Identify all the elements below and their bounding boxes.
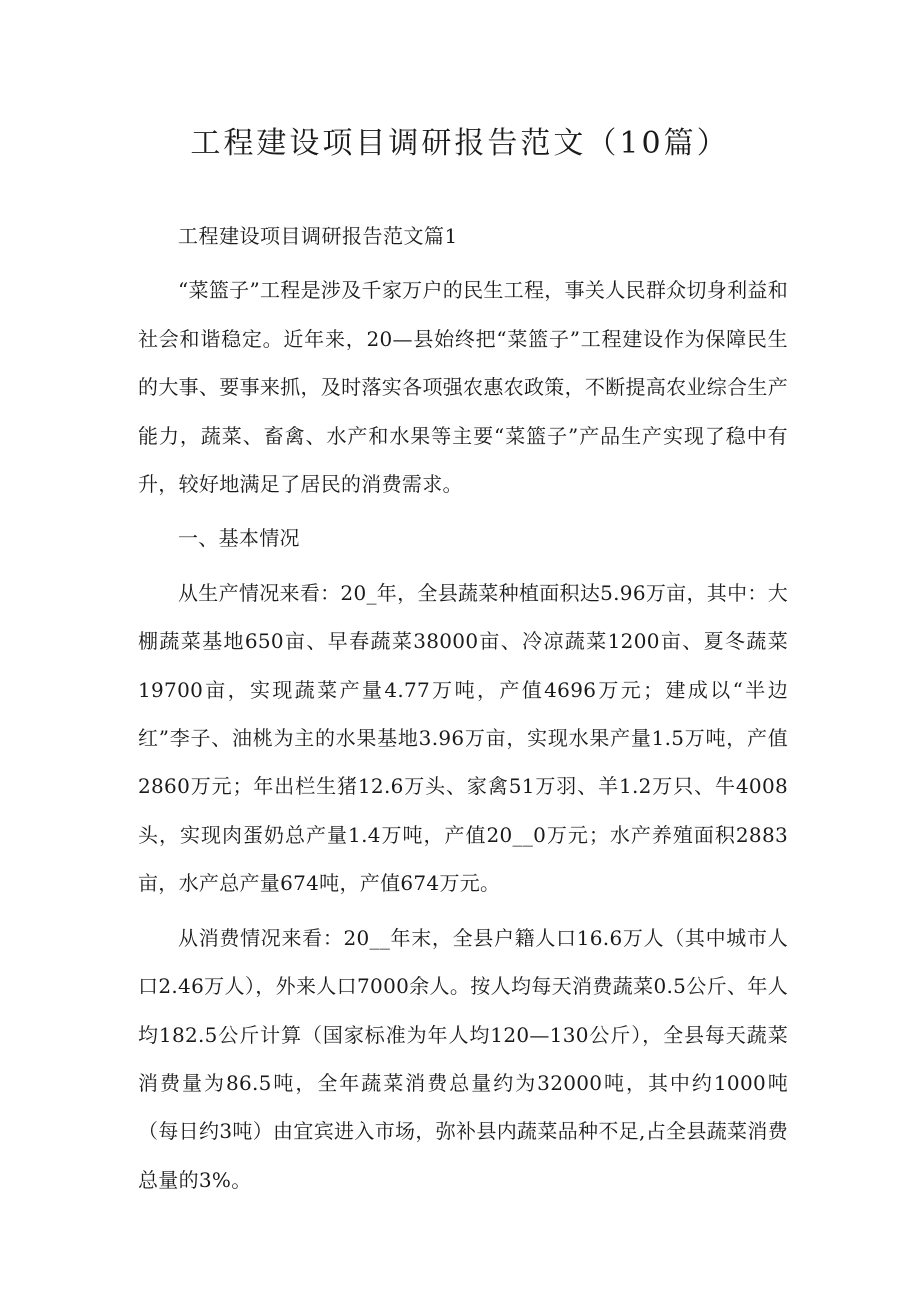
section-heading: 工程建设项目调研报告范文篇1 (178, 224, 458, 248)
consumption-paragraph: 从消费情况来看：20__年末，全县户籍人口16.6万人（其中城市人口2.46万人），外来人口7000余人。按人均每天消费蔬菜0.5公斤、年人均182.5公斤计算（国家标准为年人均120—130公斤），全县每天蔬菜消费量为86.5吨，全年蔬菜消费总量约为32000吨，其中约1000吨（每日约3吨）由宜宾进入市场，弥补县内蔬菜品种不足,占全县蔬菜消费总量的3%。 (138, 925, 788, 1192)
subsection-heading-basic-situation: 一、基本情况 (178, 526, 300, 551)
production-paragraph: 从生产情况来看：20_年，全县蔬菜种植面积达5.96万亩，其中：大棚蔬菜基地650亩、早春蔬菜38000亩、冷凉蔬菜1200亩、夏冬蔬菜19700亩，实现蔬菜产量4.77万吨，产值4696万元；建成以“半边红”李子、油桃为主的水果基地3.96万亩，实现水果产量1.5万吨，产值2860万元；年出栏生猪12.6万头、家禽51万羽、羊1.2万只、牛4008头，实现肉蛋奶总产量1.4万吨，产值20__0万元；水产养殖面积2883亩，水产总产量674吨，产值674万元。 (138, 580, 788, 896)
document-title: 工程建设项目调研报告范文（10篇） (190, 126, 730, 161)
intro-paragraph: “菜篮子”工程是涉及千家万户的民生工程，事关人民群众切身利益和社会和谐稳定。近年来，20—县始终把“菜篮子”工程建设作为保障民生的大事、要事来抓，及时落实各项强农惠农政策，不断提高农业综合生产能力，蔬菜、畜禽、水产和水果等主要“菜篮子”产品生产实现了稳中有升，较好地满足了居民的消费需求。 (138, 278, 788, 497)
document-body (138, 212, 788, 1210)
